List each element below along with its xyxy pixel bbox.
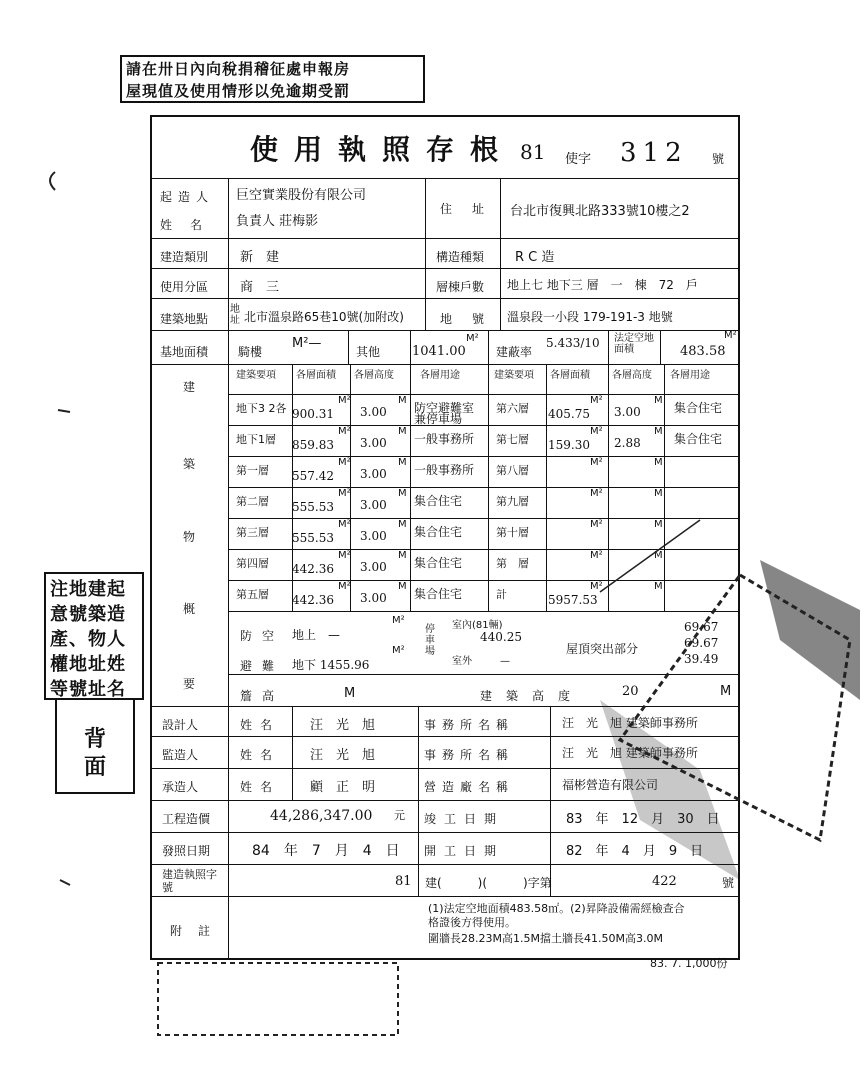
floor-height-unit: M bbox=[654, 581, 663, 592]
floor-area-unit: M² bbox=[590, 550, 603, 561]
floor-area-unit: M² bbox=[338, 581, 351, 592]
parking-indoor: 室內(81輛) bbox=[452, 620, 503, 631]
address-value: 台北市復興北路333號10樓之2 bbox=[510, 204, 690, 219]
floor-area: 557.42 bbox=[292, 469, 334, 483]
permit-number: 312 bbox=[620, 138, 688, 168]
site-prefix: 地址 bbox=[230, 304, 240, 326]
height-unit: M bbox=[720, 684, 732, 699]
side-notice-line: 意號築造 bbox=[50, 604, 126, 625]
area-label: 基地面積 bbox=[160, 345, 209, 359]
side-notice-line: 產、物人 bbox=[50, 629, 126, 650]
col-header: 各層高度 bbox=[354, 370, 394, 381]
builder-rep: 負責人 莊梅影 bbox=[236, 214, 319, 229]
parking-label: 停車場 bbox=[425, 624, 435, 657]
roof-value: 69.67 bbox=[684, 620, 719, 634]
col-header: 各層用途 bbox=[420, 370, 460, 381]
notes-line-3: 圍牆長28.23M高1.5M擋土牆長41.50M高3.0M bbox=[428, 932, 663, 945]
floor-name: 第六層 bbox=[496, 402, 529, 415]
height-value: 20 bbox=[622, 684, 639, 699]
floor-use: 集合住宅 bbox=[414, 587, 463, 601]
eave-label: 簷高 bbox=[240, 689, 285, 703]
floor-height-unit: M bbox=[398, 488, 407, 499]
contractor-factory-label: 營造廠名稱 bbox=[424, 780, 515, 794]
zone-label: 使用分區 bbox=[160, 280, 209, 294]
floor-use: 集合住宅 bbox=[674, 401, 723, 415]
building-side-char: 概 bbox=[183, 602, 196, 616]
other-unit: M² bbox=[466, 333, 479, 344]
floor-height: 3.00 bbox=[360, 591, 387, 605]
floor-area: 900.31 bbox=[292, 407, 334, 421]
supervisor-name: 汪 光 旭 bbox=[310, 748, 376, 763]
floor-height: 3.00 bbox=[360, 529, 387, 543]
builder-name-label: 姓名 bbox=[160, 218, 221, 232]
start-label: 開工日期 bbox=[424, 844, 505, 858]
floor-name: 第九層 bbox=[496, 495, 529, 508]
floor-use: 集合住宅 bbox=[674, 432, 723, 446]
floor-name: 第八層 bbox=[496, 464, 529, 477]
floor-height-unit: M bbox=[398, 457, 407, 468]
designer-name-label: 姓名 bbox=[240, 718, 281, 732]
floor-height-unit: M bbox=[654, 457, 663, 468]
parking-outdoor: 室外 bbox=[452, 656, 472, 667]
eave-value: M bbox=[344, 686, 356, 701]
defense-sub-label: 避難 bbox=[240, 659, 285, 673]
floor-area: 442.36 bbox=[292, 562, 334, 576]
site-value: 北市溫泉路65巷10號(加附改) bbox=[244, 310, 404, 324]
seal-stamp-shape bbox=[158, 963, 398, 1035]
floor-height: 3.00 bbox=[360, 467, 387, 481]
roof-value: 69.67 bbox=[684, 636, 719, 650]
coverage-value: 5.433/10 bbox=[546, 336, 600, 350]
floor-height-unit: M bbox=[398, 581, 407, 592]
floor-area: 555.53 bbox=[292, 531, 334, 545]
notes-label: 附註 bbox=[170, 924, 227, 938]
floor-height-unit: M bbox=[654, 426, 663, 437]
roof-label: 屋頂突出部分 bbox=[566, 642, 639, 656]
floor-height-unit: M bbox=[398, 519, 407, 530]
col-header: 各層高度 bbox=[612, 370, 652, 381]
floor-name: 第七層 bbox=[496, 433, 529, 446]
permit-ref-mid: 建( )( )字第 bbox=[425, 876, 552, 890]
floor-area-unit: M² bbox=[590, 426, 603, 437]
contractor-name: 顧 正 明 bbox=[310, 780, 376, 795]
floor-name: 第一層 bbox=[236, 464, 269, 477]
floor-height: 3.00 bbox=[360, 405, 387, 419]
permit-year: 81 bbox=[520, 140, 546, 164]
contractor-label: 承造人 bbox=[162, 780, 199, 794]
floor-name: 第三層 bbox=[236, 526, 269, 539]
start-value: 82 年 4 月 9 日 bbox=[566, 844, 704, 859]
side-notice-line: 等號址名 bbox=[50, 679, 126, 700]
complete-value: 83 年 12 月 30 日 bbox=[566, 812, 720, 827]
supervisor-office: 汪 光 旭 建築師事務所 bbox=[562, 746, 698, 760]
floor-area: 442.36 bbox=[292, 593, 334, 607]
floor-name: 第十層 bbox=[496, 526, 529, 539]
permit-ref-number: 422 bbox=[652, 874, 677, 889]
arcade-value: M²— bbox=[292, 336, 322, 351]
address-label: 住址 bbox=[440, 202, 505, 216]
defense-unit: M² bbox=[392, 615, 405, 626]
floor-use: 集合住宅 bbox=[414, 556, 463, 570]
floor-name: 地下3 2各 bbox=[236, 402, 287, 415]
building-side-char: 物 bbox=[183, 530, 196, 544]
defense-label: 防空 bbox=[240, 629, 285, 643]
side-notice-line: 注地建起 bbox=[50, 579, 126, 600]
floor-height: 2.88 bbox=[614, 436, 641, 450]
floor-use: 一般事務所 bbox=[414, 463, 475, 477]
floor-height: 3.00 bbox=[360, 560, 387, 574]
lot-value: 溫泉段一小段 179-191-3 地號 bbox=[507, 310, 673, 324]
tax-notice-line-1: 請在卅日內向稅捐稽征處申報房 bbox=[126, 60, 351, 78]
floor-name: 第四層 bbox=[236, 557, 269, 570]
floor-name: 第 層 bbox=[496, 557, 529, 570]
parking-indoor-value: 440.25 bbox=[480, 630, 522, 644]
floor-use: 防空避難室 兼停車場 bbox=[414, 401, 475, 426]
building-side-char: 建 bbox=[183, 380, 196, 394]
floor-name: 地下1層 bbox=[236, 433, 276, 446]
cost-unit: 元 bbox=[394, 809, 405, 822]
builder-company: 巨空實業股份有限公司 bbox=[236, 188, 367, 203]
permit-ref-year: 81 bbox=[395, 874, 412, 889]
col-header: 各層面積 bbox=[550, 370, 590, 381]
scan-mark bbox=[50, 172, 55, 190]
coverage-label: 建蔽率 bbox=[496, 345, 533, 359]
building-side-char: 築 bbox=[183, 457, 196, 471]
cost-value: 44,286,347.00 bbox=[270, 808, 373, 824]
floor-area-unit: M² bbox=[590, 457, 603, 468]
notes-line-2: 格證後方得使用。 bbox=[428, 916, 516, 929]
floors-value: 地上七 地下三 層 一 棟 72 戶 bbox=[507, 278, 698, 292]
floor-name: 第二層 bbox=[236, 495, 269, 508]
floor-area-unit: M² bbox=[338, 550, 351, 561]
permit-code: 使字 bbox=[565, 152, 592, 167]
floor-height-unit: M bbox=[654, 550, 663, 561]
site-label: 建築地點 bbox=[160, 312, 209, 326]
contractor-office: 福彬營造有限公司 bbox=[562, 778, 659, 792]
print-run-note: 83. 7. 1,000份 bbox=[650, 957, 728, 970]
floor-use: 集合住宅 bbox=[414, 525, 463, 539]
zone-value: 商 三 bbox=[240, 280, 280, 295]
floor-area-unit: M² bbox=[338, 457, 351, 468]
floor-name: 計 bbox=[496, 588, 507, 601]
floor-area-unit: M² bbox=[590, 395, 603, 406]
side-notice-line: 權地址姓 bbox=[50, 654, 126, 675]
floor-area-unit: M² bbox=[590, 581, 603, 592]
floor-height: 3.00 bbox=[614, 405, 641, 419]
other-label: 其他 bbox=[356, 345, 381, 359]
floor-area-unit: M² bbox=[590, 488, 603, 499]
seal-stamp-shape bbox=[760, 560, 860, 700]
contractor-name-label: 姓名 bbox=[240, 780, 281, 794]
legal-open-unit: M² bbox=[724, 330, 737, 341]
complete-label: 竣工日期 bbox=[424, 812, 505, 826]
designer-office-label: 事務所名稱 bbox=[424, 718, 515, 732]
floor-area-unit: M² bbox=[338, 488, 351, 499]
floor-area: 405.75 bbox=[548, 407, 590, 421]
supervisor-name-label: 姓名 bbox=[240, 748, 281, 762]
scan-mark bbox=[60, 880, 70, 885]
height-label: 建築高度 bbox=[480, 689, 585, 703]
designer-name: 汪 光 旭 bbox=[310, 718, 376, 733]
roof-value: 39.49 bbox=[684, 652, 719, 666]
notes-line-1: (1)法定空地面積483.58㎡。(2)昇降設備需經檢查合 bbox=[428, 902, 685, 915]
floor-area: 5957.53 bbox=[548, 593, 598, 607]
issue-value: 84 年 7 月 4 日 bbox=[252, 843, 400, 859]
floor-height-unit: M bbox=[398, 550, 407, 561]
document-title: 使用執照存根 bbox=[250, 133, 515, 166]
structure-value: R C 造 bbox=[515, 250, 555, 265]
scan-mark bbox=[58, 410, 70, 412]
floor-use: 集合住宅 bbox=[414, 494, 463, 508]
floor-area: 555.53 bbox=[292, 500, 334, 514]
permit-number-suffix: 號 bbox=[712, 152, 725, 166]
floor-area-unit: M² bbox=[338, 519, 351, 530]
build-type-label: 建造類別 bbox=[160, 250, 209, 264]
strike-line bbox=[600, 520, 700, 592]
floor-height: 3.00 bbox=[360, 436, 387, 450]
floor-use: 一般事務所 bbox=[414, 432, 475, 446]
floor-area: 859.83 bbox=[292, 438, 334, 452]
legal-open-value: 483.58 bbox=[680, 344, 726, 359]
issue-label: 發照日期 bbox=[162, 844, 211, 858]
arcade-label: 騎樓 bbox=[238, 345, 263, 359]
floor-height-unit: M bbox=[654, 488, 663, 499]
designer-label: 設計人 bbox=[162, 718, 199, 732]
permit-ref-suffix: 號 bbox=[722, 876, 735, 890]
floor-height-unit: M bbox=[398, 426, 407, 437]
defense-above: 地上 — bbox=[292, 628, 341, 642]
floor-area-unit: M² bbox=[338, 395, 351, 406]
lot-label: 地號 bbox=[440, 312, 505, 326]
back-line-2: 面 bbox=[83, 755, 106, 780]
legal-open-label: 法定空地面積 bbox=[614, 333, 654, 355]
building-side-char: 要 bbox=[183, 677, 196, 691]
col-header: 建築要項 bbox=[236, 370, 276, 381]
cost-label: 工程造價 bbox=[162, 812, 211, 826]
floors-label: 層棟戶數 bbox=[436, 280, 485, 294]
floor-area: 159.30 bbox=[548, 438, 590, 452]
designer-office: 汪 光 旭 建築師事務所 bbox=[562, 716, 698, 730]
floor-height: 3.00 bbox=[360, 498, 387, 512]
structure-label: 構造種類 bbox=[436, 250, 485, 264]
col-header: 各層用途 bbox=[670, 370, 710, 381]
floor-name: 第五層 bbox=[236, 588, 269, 601]
builder-label: 起造人 bbox=[160, 190, 215, 204]
permit-ref-label: 建造執照字號 bbox=[162, 868, 217, 894]
defense-below: 地下 1455.96 bbox=[292, 658, 370, 672]
build-type-value: 新 建 bbox=[240, 250, 280, 265]
supervisor-office-label: 事務所名稱 bbox=[424, 748, 515, 762]
supervisor-label: 監造人 bbox=[162, 748, 199, 762]
floor-height-unit: M bbox=[654, 519, 663, 530]
col-header: 各層面積 bbox=[296, 370, 336, 381]
floor-area-unit: M² bbox=[338, 426, 351, 437]
other-value: 1041.00 bbox=[412, 344, 466, 359]
floor-height-unit: M bbox=[654, 395, 663, 406]
tax-notice-line-2: 屋現值及使用情形以免逾期受罰 bbox=[126, 82, 351, 100]
floor-height-unit: M bbox=[398, 395, 407, 406]
back-line-1: 背 bbox=[83, 727, 106, 752]
floor-area-unit: M² bbox=[590, 519, 603, 530]
defense-unit: M² bbox=[392, 645, 405, 656]
parking-outdoor-value: — bbox=[500, 656, 510, 667]
col-header: 建築要項 bbox=[494, 370, 534, 381]
